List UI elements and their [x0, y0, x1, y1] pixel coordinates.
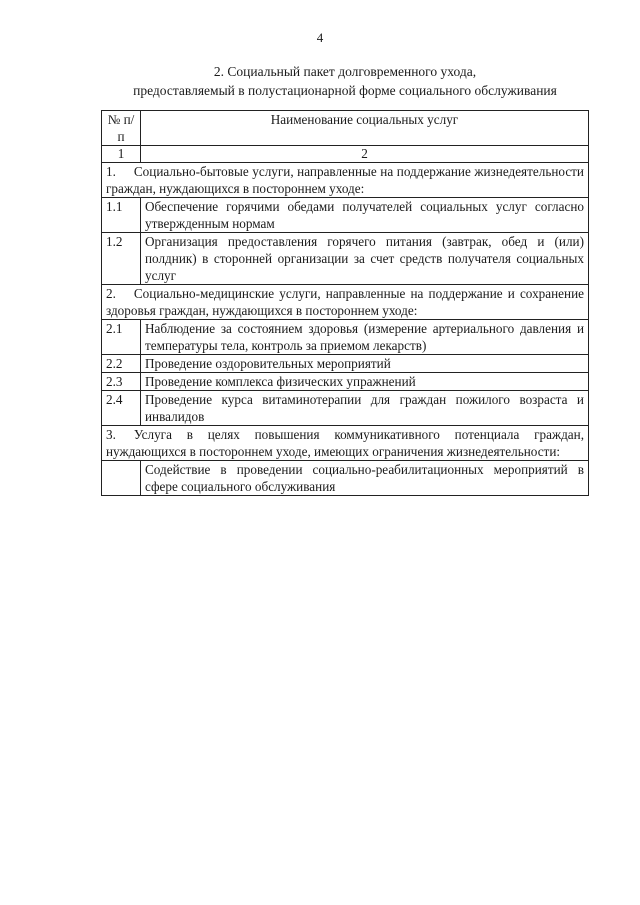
section-title: Услуга в целях повышения коммуникативного потенциала граждан, нуждающихся в постороннем уходе, имеющих ограничения жизнедеятельности: [106, 427, 584, 459]
table-row [102, 233, 589, 285]
item-name: Наблюдение за состоянием здоровья (измерение артериального давления и температуры тела, контроль за приемом лекарств) [141, 320, 589, 355]
section-number: 2. [106, 286, 116, 301]
item-name: Организация предоставления горячего питания (завтрак, обед и (или) полдник) в сторонней организации за счет средств получателя социальных услуг [141, 233, 589, 285]
section-3 [102, 426, 589, 461]
item-number: 1.2 [102, 233, 141, 285]
item-number: 2.1 [102, 320, 141, 355]
item-number: 2.3 [102, 373, 141, 391]
title-line-1: 2. Социальный пакет долговременного ухода, [213, 64, 477, 79]
table-row [102, 355, 589, 373]
section-row [102, 285, 589, 320]
item-number [102, 461, 141, 496]
section-number: 3. [106, 427, 116, 442]
table-row [102, 198, 589, 233]
section-number: 1. [106, 164, 116, 179]
services-table [101, 110, 589, 496]
item-number: 1.1 [102, 198, 141, 233]
document-title [60, 62, 630, 100]
page-number: 4 [316, 30, 324, 45]
section-row [102, 163, 589, 198]
item-number: 2.2 [102, 355, 141, 373]
table-header-row [102, 111, 589, 146]
header-name: Наименование социальных услуг [141, 111, 589, 146]
index-col-1: 1 [102, 146, 141, 163]
item-name: Проведение курса витаминотерапии для граждан пожилого возраста и инвалидов [141, 391, 589, 426]
section-title: Социально-медицинские услуги, направленные на поддержание и сохранение здоровья граждан, нуждающихся в постороннем уходе: [106, 286, 584, 318]
item-number: 2.4 [102, 391, 141, 426]
table-row [102, 320, 589, 355]
section-1 [102, 163, 589, 198]
table-row [102, 373, 589, 391]
table-row [102, 391, 589, 426]
header-num: № п/п [102, 111, 141, 146]
item-name: Обеспечение горячими обедами получателей социальных услуг согласно утвержденным нормам [141, 198, 589, 233]
table-row [102, 461, 589, 496]
item-name: Проведение оздоровительных мероприятий [141, 355, 589, 373]
table-index-row [102, 146, 589, 163]
item-name: Проведение комплекса физических упражнений [141, 373, 589, 391]
index-col-2: 2 [141, 146, 589, 163]
section-2 [102, 285, 589, 320]
title-line-2: предоставляемый в полустационарной форме социального обслуживания [133, 83, 557, 98]
section-title: Социально-бытовые услуги, направленные на поддержание жизнедеятельности граждан, нуждающихся в постороннем уходе: [106, 164, 584, 196]
section-row [102, 426, 589, 461]
item-name: Содействие в проведении социально-реабилитационных мероприятий в сфере социального обслуживания [141, 461, 589, 496]
